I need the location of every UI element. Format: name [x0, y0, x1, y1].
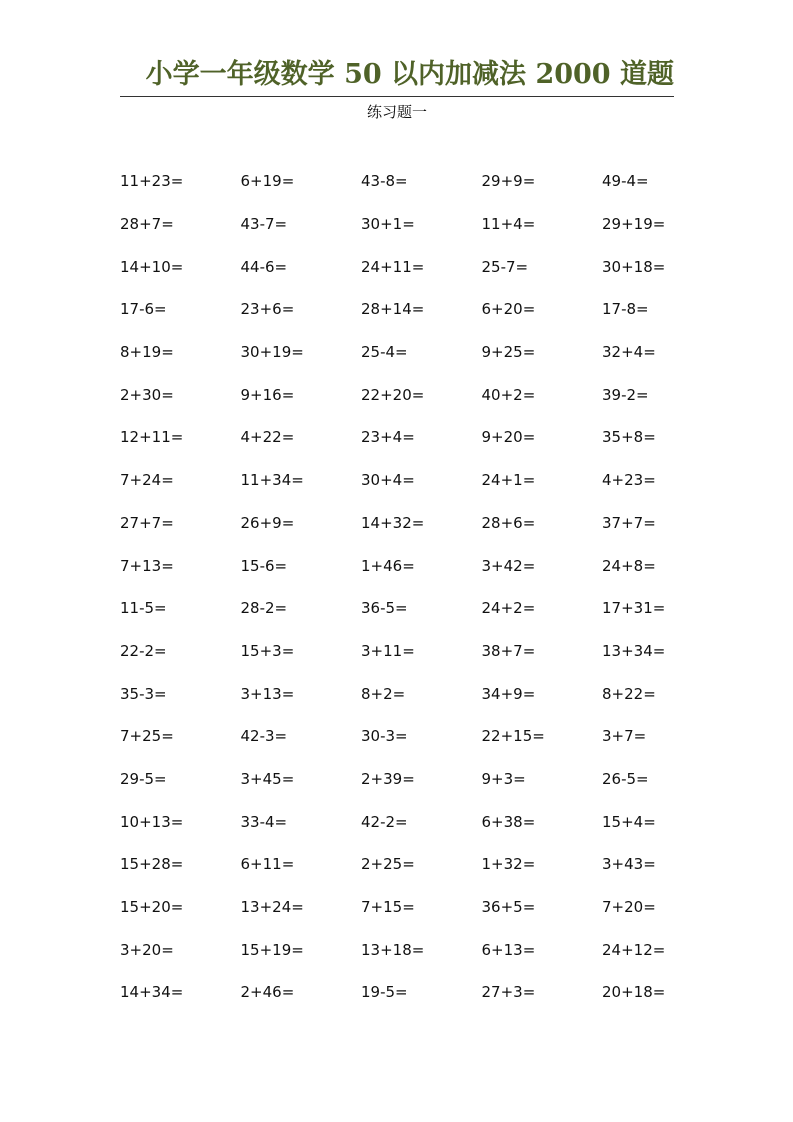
math-problem: 33-4=	[240, 812, 288, 831]
math-problem: 24+12=	[602, 940, 666, 959]
math-problem: 2+30=	[120, 385, 174, 404]
math-problem: 3+7=	[602, 727, 647, 746]
math-problem: 26-5=	[602, 769, 649, 788]
math-problem: 6+13=	[481, 940, 536, 959]
math-problem: 9+3=	[481, 769, 526, 788]
problem-row	[120, 843, 724, 886]
math-problem: 24+8=	[602, 556, 656, 575]
math-problem: 13+34=	[602, 641, 666, 660]
math-problem: 15+3=	[240, 641, 295, 660]
math-problem: 2+25=	[361, 855, 415, 874]
math-problem: 28+6=	[481, 513, 536, 532]
math-problem: 28+14=	[361, 300, 425, 319]
problem-row	[120, 416, 724, 459]
math-problem: 24+2=	[481, 599, 536, 618]
math-problem: 9+25=	[481, 343, 536, 362]
problem-row	[120, 971, 724, 1014]
math-problem: 29-5=	[120, 769, 167, 788]
math-problem: 22+20=	[361, 385, 425, 404]
math-problem: 30+4=	[361, 471, 415, 490]
problem-row	[120, 331, 724, 374]
math-problem: 3+42=	[481, 556, 536, 575]
problem-row	[120, 630, 724, 673]
problem-row	[120, 459, 724, 502]
math-problem: 26+9=	[240, 513, 295, 532]
math-problem: 34+9=	[481, 684, 536, 703]
math-problem: 38+7=	[481, 641, 536, 660]
math-problem: 44-6=	[240, 257, 288, 276]
math-problem: 39-2=	[602, 385, 649, 404]
math-problem: 7+24=	[120, 471, 174, 490]
math-problem: 13+18=	[361, 940, 425, 959]
math-problem: 7+15=	[361, 898, 415, 917]
math-problem: 4+22=	[240, 428, 295, 447]
problem-row	[120, 672, 724, 715]
problem-grid	[120, 160, 724, 1014]
math-problem: 14+32=	[361, 513, 425, 532]
math-problem: 40+2=	[481, 385, 536, 404]
math-problem: 11+34=	[240, 471, 304, 490]
math-problem: 6+19=	[240, 172, 295, 191]
problem-row	[120, 203, 724, 246]
math-problem: 22+15=	[481, 727, 545, 746]
math-problem: 11+4=	[481, 215, 536, 234]
math-problem: 19-5=	[361, 983, 408, 1002]
math-problem: 14+10=	[120, 257, 184, 276]
math-problem: 8+22=	[602, 684, 656, 703]
math-problem: 7+20=	[602, 898, 656, 917]
math-problem: 42-2=	[361, 812, 408, 831]
math-problem: 15+28=	[120, 855, 184, 874]
math-problem: 30+1=	[361, 215, 415, 234]
problem-row	[120, 587, 724, 630]
math-problem: 32+4=	[602, 343, 656, 362]
math-problem: 25-4=	[361, 343, 408, 362]
math-problem: 23+6=	[240, 300, 295, 319]
math-problem: 29+19=	[602, 215, 666, 234]
math-problem: 43-8=	[361, 172, 408, 191]
title-divider	[120, 96, 674, 97]
problem-row	[120, 715, 724, 758]
math-problem: 20+18=	[602, 983, 666, 1002]
math-problem: 25-7=	[481, 257, 529, 276]
math-problem: 8+2=	[361, 684, 406, 703]
math-problem: 17+31=	[602, 599, 666, 618]
math-problem: 17-6=	[120, 300, 167, 319]
math-problem: 28-2=	[240, 599, 288, 618]
math-problem: 29+9=	[481, 172, 536, 191]
math-problem: 7+13=	[120, 556, 174, 575]
math-problem: 43-7=	[240, 215, 288, 234]
math-problem: 24+1=	[481, 471, 536, 490]
problem-row	[120, 544, 724, 587]
math-problem: 9+16=	[240, 385, 295, 404]
math-problem: 35-3=	[120, 684, 167, 703]
math-problem: 1+32=	[481, 855, 536, 874]
problem-row	[120, 245, 724, 288]
math-problem: 30+18=	[602, 257, 666, 276]
math-problem: 22-2=	[120, 641, 167, 660]
math-problem: 24+11=	[361, 257, 425, 276]
math-problem: 42-3=	[240, 727, 288, 746]
problem-row	[120, 288, 724, 331]
math-problem: 36+5=	[481, 898, 536, 917]
math-problem: 28+7=	[120, 215, 174, 234]
math-problem: 27+7=	[120, 513, 174, 532]
math-problem: 13+24=	[240, 898, 304, 917]
math-problem: 3+45=	[240, 769, 295, 788]
math-problem: 6+11=	[240, 855, 295, 874]
math-problem: 15-6=	[240, 556, 288, 575]
math-problem: 3+11=	[361, 641, 415, 660]
math-problem: 15+4=	[602, 812, 656, 831]
math-problem: 11-5=	[120, 599, 167, 618]
problem-row	[120, 502, 724, 545]
worksheet-subtitle: 练习题一	[366, 103, 427, 121]
math-problem: 2+46=	[240, 983, 295, 1002]
page-title: 小学一年级数学 50 以内加减法 2000 道题	[145, 59, 674, 90]
math-problem: 8+19=	[120, 343, 174, 362]
problem-row	[120, 886, 724, 929]
problem-row	[120, 160, 724, 203]
math-problem: 35+8=	[602, 428, 656, 447]
math-problem: 30-3=	[361, 727, 408, 746]
math-problem: 37+7=	[602, 513, 656, 532]
math-problem: 3+43=	[602, 855, 656, 874]
math-problem: 10+13=	[120, 812, 184, 831]
math-problem: 6+20=	[481, 300, 536, 319]
math-problem: 11+23=	[120, 172, 184, 191]
problem-row	[120, 928, 724, 971]
problem-row	[120, 800, 724, 843]
math-problem: 7+25=	[120, 727, 174, 746]
math-problem: 49-4=	[602, 172, 649, 191]
math-problem: 12+11=	[120, 428, 184, 447]
math-problem: 9+20=	[481, 428, 536, 447]
math-problem: 3+13=	[240, 684, 295, 703]
math-problem: 36-5=	[361, 599, 408, 618]
problem-row	[120, 758, 724, 801]
math-problem: 23+4=	[361, 428, 415, 447]
math-problem: 27+3=	[481, 983, 536, 1002]
math-problem: 15+19=	[240, 940, 304, 959]
math-problem: 6+38=	[481, 812, 536, 831]
math-problem: 15+20=	[120, 898, 184, 917]
math-problem: 2+39=	[361, 769, 415, 788]
math-problem: 1+46=	[361, 556, 415, 575]
math-problem: 14+34=	[120, 983, 184, 1002]
math-problem: 3+20=	[120, 940, 174, 959]
math-problem: 4+23=	[602, 471, 656, 490]
problem-row	[120, 373, 724, 416]
math-problem: 30+19=	[240, 343, 304, 362]
math-problem: 17-8=	[602, 300, 649, 319]
